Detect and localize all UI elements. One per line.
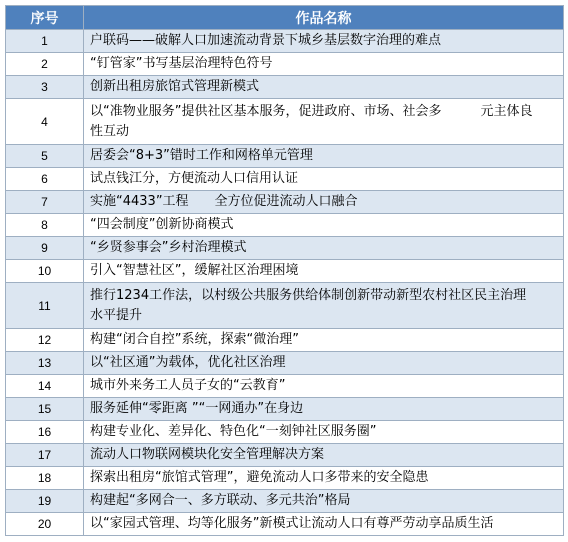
row-title: 以“准物业服务”提供社区基本服务，促进政府、市场、社会多 元主体良性互动 — [84, 99, 564, 145]
table-row — [6, 375, 564, 398]
row-title: 推行1234工作法，以村级公共服务供给体制创新带动新型农村社区民主治理水平提升 — [84, 283, 564, 329]
row-index: 6 — [6, 168, 84, 191]
row-index: 10 — [6, 260, 84, 283]
row-index: 12 — [6, 329, 84, 352]
row-index: 19 — [6, 490, 84, 513]
row-index: 15 — [6, 398, 84, 421]
row-title: 城市外来务工人员子女的“云教育” — [84, 375, 564, 398]
table-row — [6, 214, 564, 237]
row-title: 以“家园式管理、均等化服务”新模式让流动人口有尊严劳动享品质生活 — [84, 513, 564, 536]
row-title: “四会制度”创新协商模式 — [84, 214, 564, 237]
row-title: 试点钱江分，方便流动人口信用认证 — [84, 168, 564, 191]
row-title: 构建起“多网合一、多方联动、多元共治”格局 — [84, 490, 564, 513]
row-title: 实施“4433”工程 全方位促进流动人口融合 — [84, 191, 564, 214]
row-index: 3 — [6, 76, 84, 99]
row-index: 1 — [6, 30, 84, 53]
table-row — [6, 467, 564, 490]
row-index: 7 — [6, 191, 84, 214]
table-row — [6, 168, 564, 191]
table-row — [6, 329, 564, 352]
table-row — [6, 53, 564, 76]
row-index: 8 — [6, 214, 84, 237]
row-title: 服务延伸“零距离 ”“一网通办”在身边 — [84, 398, 564, 421]
column-header-name: 作品名称 — [84, 6, 564, 30]
table-row — [6, 30, 564, 53]
row-index: 17 — [6, 444, 84, 467]
column-header-index: 序号 — [6, 6, 84, 30]
table-row — [6, 352, 564, 375]
row-index: 9 — [6, 237, 84, 260]
table-row — [6, 398, 564, 421]
table-row — [6, 191, 564, 214]
table-row — [6, 421, 564, 444]
row-title: 引入“智慧社区”，缓解社区治理困境 — [84, 260, 564, 283]
table-row — [6, 490, 564, 513]
row-title: “钉管家”书写基层治理特色符号 — [84, 53, 564, 76]
row-index: 2 — [6, 53, 84, 76]
row-title: “乡贤参事会”乡村治理模式 — [84, 237, 564, 260]
row-title: 构建专业化、差异化、特色化“一刻钟社区服务圈” — [84, 421, 564, 444]
table-row — [6, 444, 564, 467]
row-index: 18 — [6, 467, 84, 490]
table-header — [6, 6, 564, 30]
row-index: 13 — [6, 352, 84, 375]
row-title: 户联码——破解人口加速流动背景下城乡基层数字治理的难点 — [84, 30, 564, 53]
row-index: 14 — [6, 375, 84, 398]
table-row — [6, 99, 564, 145]
row-index: 16 — [6, 421, 84, 444]
table-row — [6, 76, 564, 99]
works-table — [5, 5, 564, 536]
table-body — [6, 30, 564, 536]
row-title: 创新出租房旅馆式管理新模式 — [84, 76, 564, 99]
table-row — [6, 283, 564, 329]
table-row — [6, 145, 564, 168]
row-title: 以“社区通”为载体，优化社区治理 — [84, 352, 564, 375]
row-index: 11 — [6, 283, 84, 329]
row-title: 流动人口物联网模块化安全管理解决方案 — [84, 444, 564, 467]
table-row — [6, 237, 564, 260]
row-index: 4 — [6, 99, 84, 145]
row-title: 探索出租房“旅馆式管理”，避免流动人口多带来的安全隐患 — [84, 467, 564, 490]
table-row — [6, 513, 564, 536]
row-title: 居委会“8+3”错时工作和网格单元管理 — [84, 145, 564, 168]
header-row — [6, 6, 564, 30]
row-index: 20 — [6, 513, 84, 536]
row-title: 构建“闭合自控”系统，探索“微治理” — [84, 329, 564, 352]
row-index: 5 — [6, 145, 84, 168]
table-row — [6, 260, 564, 283]
